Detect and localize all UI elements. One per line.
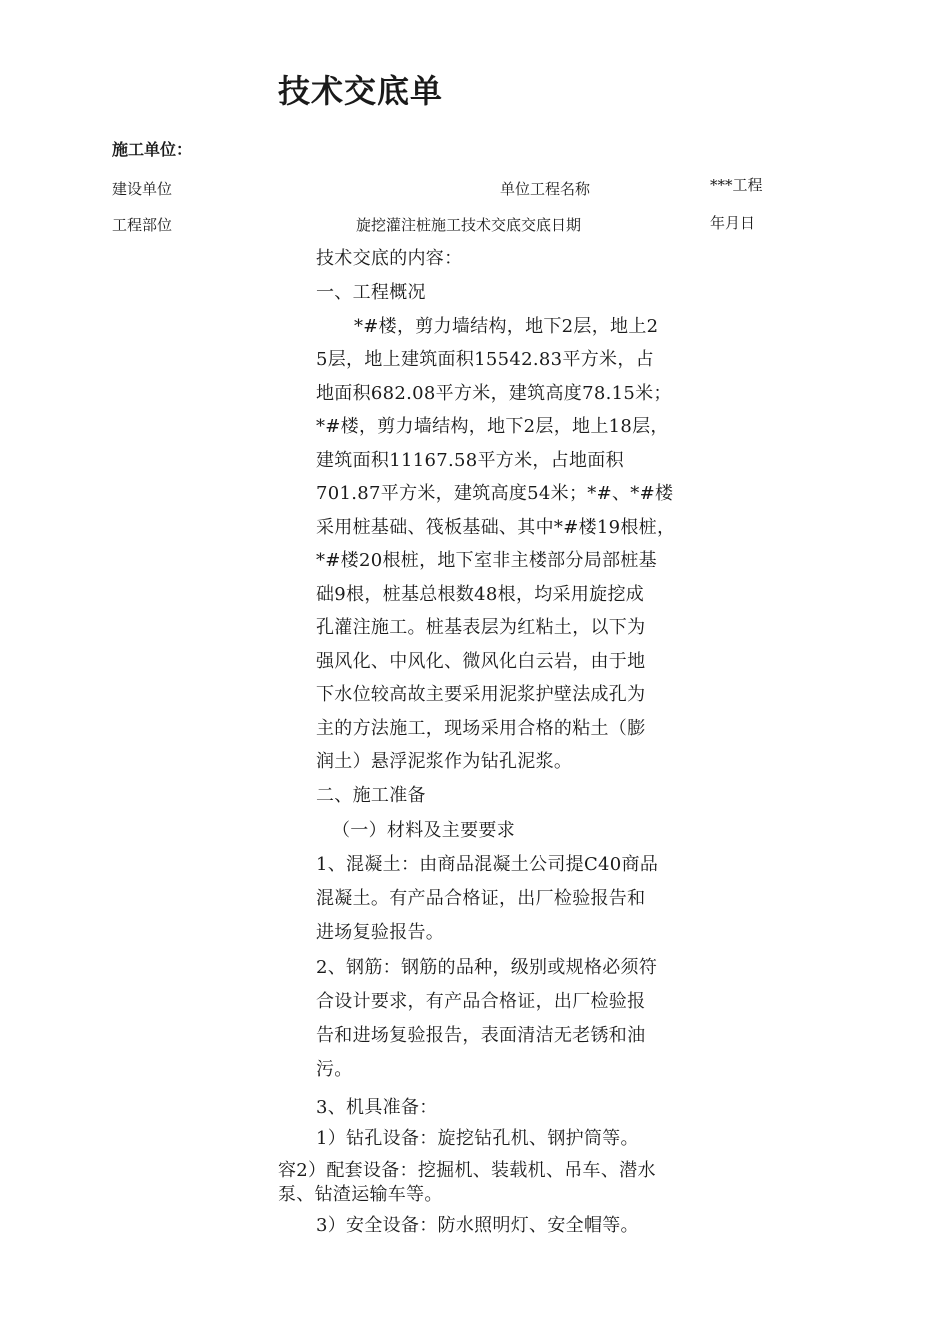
project-name-value: ***工程 <box>710 176 763 194</box>
paragraph-line: 采用桩基础、筏板基础、其中*#楼19根桩， <box>316 517 676 538</box>
construction-unit-label: 施工单位： <box>112 140 193 159</box>
paragraph-line: 合设计要求，有产品合格证，出厂检验报 <box>316 991 646 1012</box>
paragraph-line: 污。 <box>316 1059 353 1080</box>
paragraph-line: *#楼，剪力墙结构，地下2层，地上2 <box>354 316 659 337</box>
list-item: 容2）配套设备：挖掘机、装载机、吊车、潜水 <box>278 1160 656 1181</box>
list-item: 3）安全设备：防水照明灯、安全帽等。 <box>316 1215 639 1236</box>
paragraph-line: 混凝土。有产品合格证，出厂检验报告和 <box>316 888 646 909</box>
paragraph-line: 础9根，桩基总根数48根，均采用旋挖成 <box>316 584 645 605</box>
paragraph-line: 润土）悬浮泥浆作为钻孔泥浆。 <box>316 751 573 772</box>
document-title: 技术交底单 <box>278 72 444 110</box>
subsection-title: （一）材料及主要要求 <box>332 820 515 841</box>
project-part-label: 工程部位 <box>112 216 173 234</box>
paragraph-line: 下水位较高故主要采用泥浆护壁法成孔为 <box>316 684 646 705</box>
paragraph-line: 孔灌注施工。桩基表层为红粘土，以下为 <box>316 617 646 638</box>
paragraph-line: 地面积682.08平方米，建筑高度78.15米； <box>316 383 672 404</box>
content-intro: 技术交底的内容： <box>316 248 463 269</box>
paragraph-line: 1、混凝土：由商品混凝土公司提C40商品 <box>316 854 659 875</box>
paragraph-line: 进场复验报告。 <box>316 922 445 943</box>
paragraph-line: 告和进场复验报告，表面清洁无老锈和油 <box>316 1025 646 1046</box>
paragraph-line: 5层，地上建筑面积15542.83平方米，占 <box>316 349 654 370</box>
list-item: 1）钻孔设备：旋挖钻孔机、钢护筒等。 <box>316 1128 639 1149</box>
section-title: 一、工程概况 <box>316 282 426 303</box>
list-title: 3、机具准备： <box>316 1097 438 1118</box>
project-name-label: 单位工程名称 <box>500 180 591 198</box>
paragraph-line: 强风化、中风化、微风化白云岩，由于地 <box>316 651 646 672</box>
paragraph-line: 建筑面积11167.58平方米，占地面积 <box>316 450 624 471</box>
list-item: 泵、钻渣运输车等。 <box>278 1184 443 1205</box>
project-part-value-and-date-label: 旋挖灌注桩施工技术交底交底日期 <box>356 216 582 234</box>
paragraph-line: 701.87平方米，建筑高度54米；*#、*#楼 <box>316 483 674 504</box>
paragraph-line: *#楼，剪力墙结构，地下2层，地上18层， <box>316 416 669 437</box>
section-title: 二、施工准备 <box>316 785 426 806</box>
date-value: 年月日 <box>710 214 756 232</box>
construction-party-label: 建设单位 <box>112 180 173 198</box>
paragraph-line: 主的方法施工，现场采用合格的粘土（膨 <box>316 718 646 739</box>
paragraph-line: 2、钢筋：钢筋的品种，级别或规格必须符 <box>316 957 658 978</box>
briefing-content <box>316 244 680 1244</box>
paragraph-line: *#楼20根桩，地下室非主楼部分局部桩基 <box>316 550 657 571</box>
